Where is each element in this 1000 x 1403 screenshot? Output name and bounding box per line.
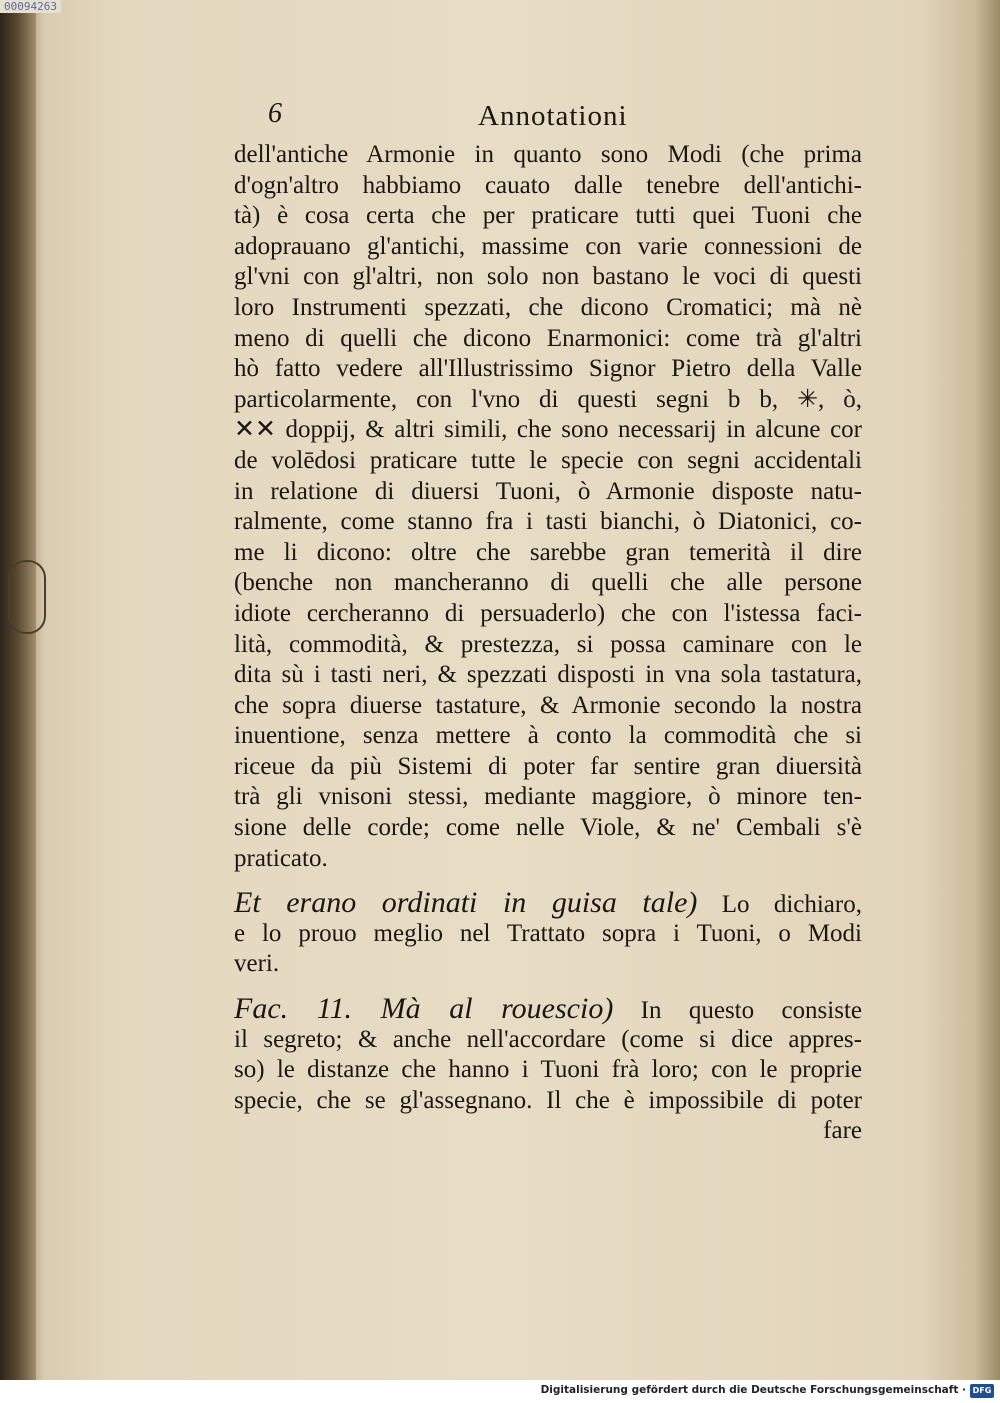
text-line: tà) è cosa certa che per praticare tutti quei Tuoni che <box>234 202 862 230</box>
text-line: idiote cercheranno di persuaderlo) che con l'istessa faci- <box>234 599 862 627</box>
book-spine-edge <box>0 0 36 1380</box>
lemma-rest: Lo dichiaro, <box>697 891 862 919</box>
text-line: ✕✕ doppij, & altri simili, che sono necessarij in alcune cor <box>234 416 862 444</box>
text-line: lità, commodità, & prestezza, si possa caminare con le <box>234 630 862 658</box>
text-line: meno di quelli che dicono Enarmonici: come trà gl'altri <box>234 324 862 352</box>
annotation-lemma-line <box>234 888 862 919</box>
footer-bar <box>0 1380 1000 1403</box>
text-line: ralmente, come stanno fra i tasti bianchi, ò Diatonici, co- <box>234 508 862 536</box>
text-line: veri. <box>234 950 280 978</box>
lemma-rest: In questo consiste <box>613 997 863 1025</box>
text-line: e lo prouo meglio nel Trattato sopra i Tuoni, o Modi <box>234 919 862 947</box>
running-head: Annotationi <box>478 100 628 132</box>
text-line: trà gli vnisoni stessi, mediante maggiore, ò minore ten- <box>234 783 862 811</box>
text-line: praticato. <box>234 844 328 872</box>
scan-id-mark: 00094263 <box>0 0 61 13</box>
annotation-lemma-line <box>234 994 862 1025</box>
text-line: riceue da più Sistemi di poter far sentire gran diuersità <box>234 752 862 780</box>
text-line: che sopra diuerse tastature, & Armonie secondo la nostra <box>234 691 862 719</box>
text-line: me li dicono: oltre che sarebbe gran temerità il dire <box>234 538 862 566</box>
catchword: fare <box>823 1117 862 1145</box>
lemma-italic: Et erano ordinati in guisa tale) <box>234 886 698 920</box>
text-line: hò fatto vedere all'Illustrissimo Signor Pietro della Valle <box>234 355 862 383</box>
text-line: il segreto; & anche nell'accordare (come si dice appres- <box>234 1025 862 1053</box>
text-line: d'ogn'altro habbiamo cauato dalle tenebre dell'antichi- <box>234 171 862 199</box>
binding-ring <box>8 560 46 634</box>
text-line: gl'vni con gl'altri, non solo non bastano le voci di questi <box>234 263 862 291</box>
paragraph-3 <box>234 994 862 1147</box>
text-line: loro Instrumenti spezzati, che dicono Cromatici; mà nè <box>234 293 862 321</box>
text-line: inuentione, senza mettere à conto la commodità che si <box>234 722 862 750</box>
text-line: specie, che se gl'assegnano. Il che è impossibile di poter <box>234 1086 862 1114</box>
facing-page-edge <box>974 180 1000 1040</box>
dfg-logo-icon: DFG <box>970 1384 994 1398</box>
text-line: dita sù i tasti neri, & spezzati disposti in vna sola tastatura, <box>234 661 862 689</box>
page-header <box>0 92 1000 142</box>
text-line: (benche non mancheranno di quelli che alle persone <box>234 569 862 597</box>
text-line: adoprauano gl'antichi, massime con varie connessioni de <box>234 232 862 260</box>
text-line: particolarmente, con l'vno di questi segni b b, ✳, ò, <box>234 385 862 413</box>
text-line: de volēdosi praticare tutte le specie con segni accidentali <box>234 446 862 474</box>
funding-credit: Digitalisierung gefördert durch die Deutsche Forschungsgemeinschaft · <box>540 1384 966 1396</box>
text-line: so) le distanze che hanno i Tuoni frà loro; con le proprie <box>234 1056 862 1084</box>
text-line: in relatione di diuersi Tuoni, ò Armonie disposte natu- <box>234 477 862 505</box>
text-line: dell'antiche Armonie in quanto sono Modi (che prima <box>234 141 862 168</box>
page-number: 6 <box>268 98 282 129</box>
paragraph-2 <box>234 888 862 980</box>
paragraph-1 <box>234 140 862 874</box>
text-line: sione delle corde; come nelle Viole, & ne' Cembali s'è <box>234 814 862 842</box>
lemma-italic: Fac. 11. Mà al rouescio) <box>234 992 614 1026</box>
text-block <box>234 140 862 1147</box>
